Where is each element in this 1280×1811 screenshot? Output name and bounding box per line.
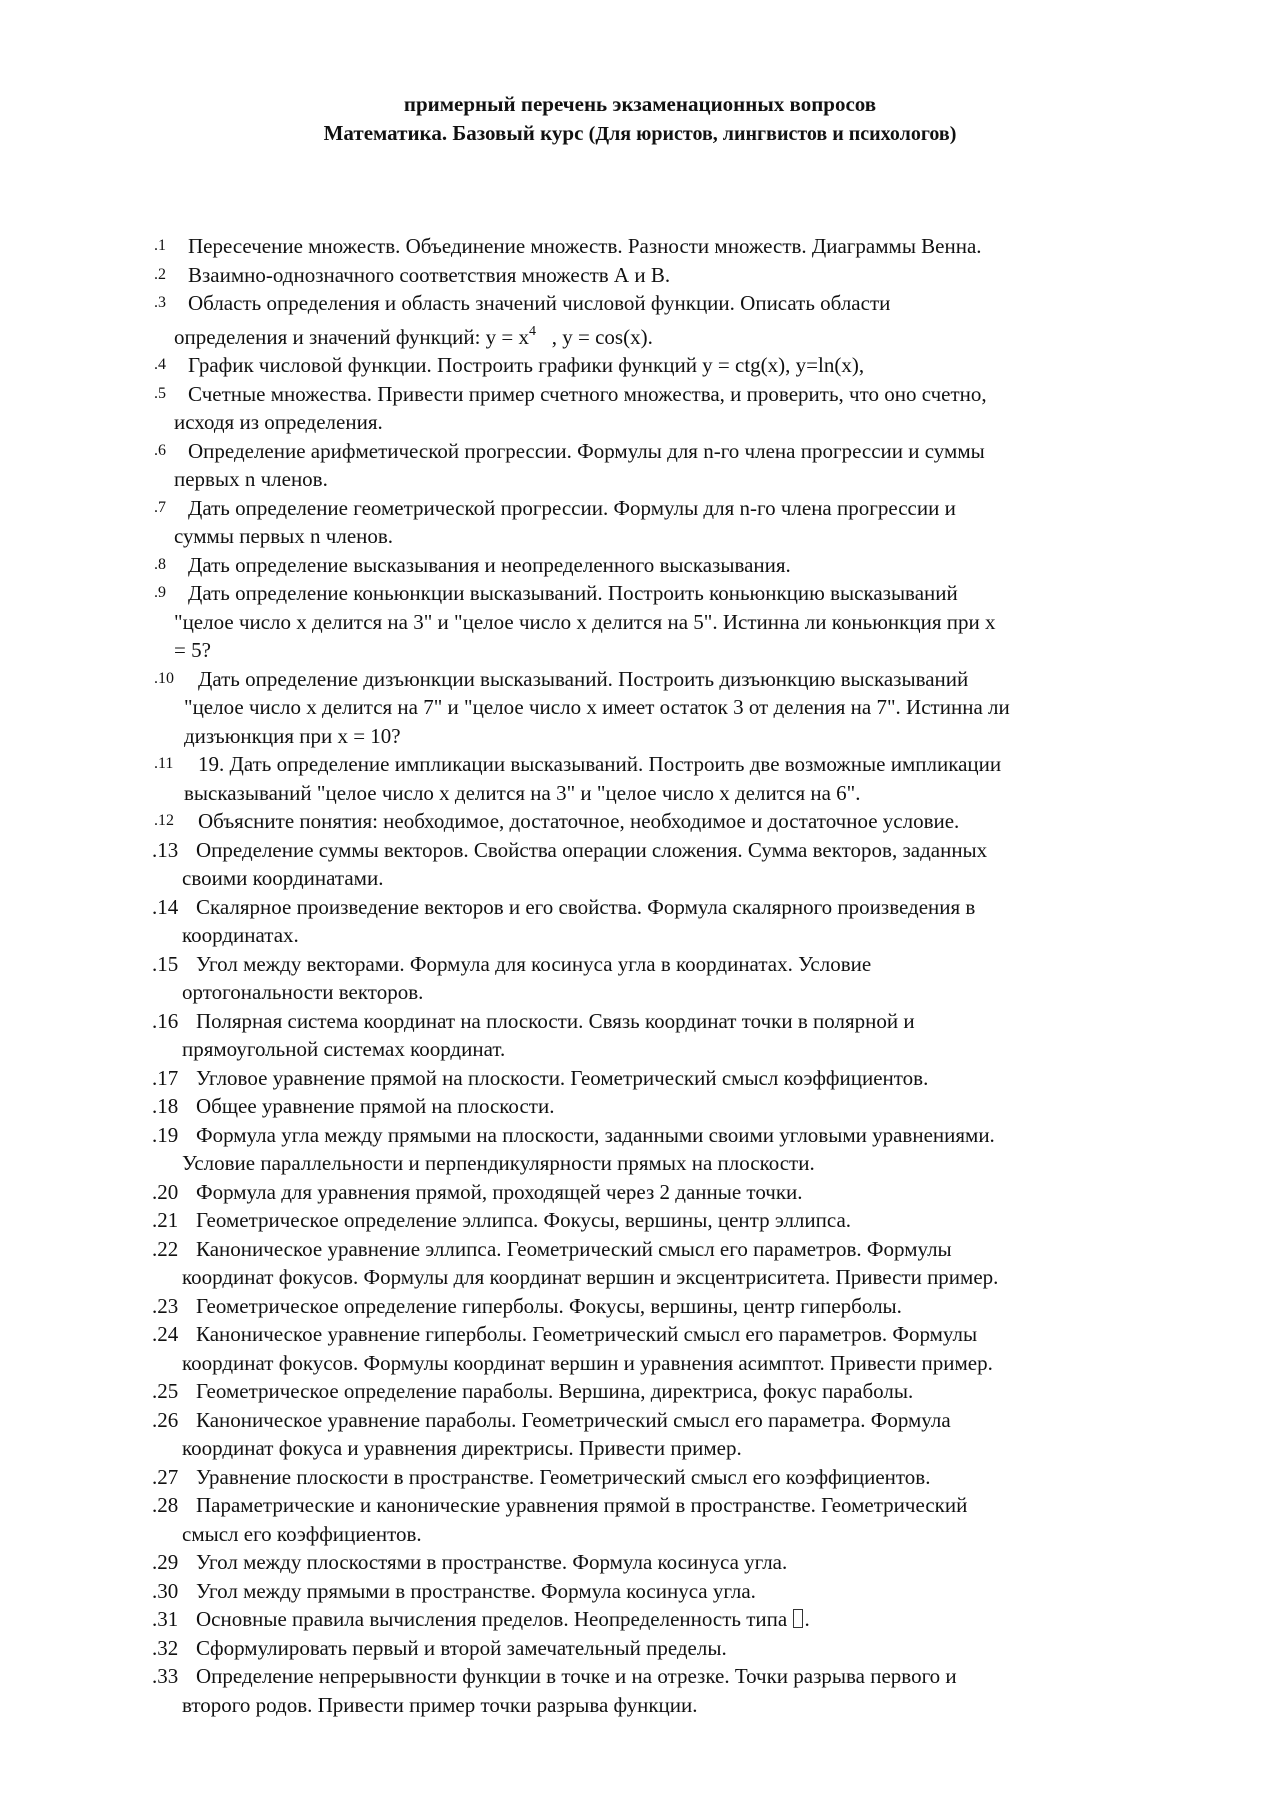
question-line: второго родов. Привести пример точки разрыва функции. <box>182 1692 698 1717</box>
question-text <box>170 1577 1196 1606</box>
question-item <box>156 579 1196 665</box>
question-number: .24 <box>152 1322 179 1346</box>
question-line: = 5? <box>174 638 211 662</box>
question-item <box>156 261 1196 290</box>
question-text <box>170 1206 1196 1235</box>
question-text <box>170 351 1196 380</box>
course-title <box>0 119 1280 149</box>
question-text <box>170 1662 1196 1719</box>
question-item <box>152 1491 1196 1548</box>
question-text <box>170 551 1196 580</box>
question-text <box>170 1064 1196 1093</box>
question-text <box>170 380 1196 437</box>
question-text <box>170 1406 1196 1463</box>
question-item <box>156 289 1196 351</box>
question-text <box>170 1377 1196 1406</box>
question-item <box>156 807 1196 836</box>
question-line: Дать определение геометрической прогрессии. Формулы для n-го члена прогрессии и <box>188 495 956 520</box>
question-line: смысл его коэффициентов. <box>182 1521 422 1546</box>
question-item <box>156 351 1196 380</box>
question-line: исходя из определения. <box>174 410 383 434</box>
question-line: координат фокуса и уравнения директрисы. Привести пример. <box>182 1436 742 1460</box>
question-item <box>156 665 1196 751</box>
question-number: .33 <box>152 1664 179 1688</box>
question-number: .4 <box>154 356 166 373</box>
question-number: .28 <box>152 1493 179 1517</box>
question-line: Геометрическое определение эллипса. Фокусы, вершины, центр эллипса. <box>196 1208 852 1232</box>
question-text <box>170 494 1196 551</box>
question-text <box>170 750 1196 807</box>
question-text <box>170 437 1196 494</box>
question-line: "целое число x делится на 3" и "целое число x делится на 5". Истинна ли коньюнкция при x <box>174 609 996 634</box>
question-number: .27 <box>152 1464 179 1489</box>
question-item <box>152 836 1196 893</box>
question-text <box>170 1178 1196 1207</box>
exponent: 4 <box>529 323 536 339</box>
question-text <box>170 1463 1196 1492</box>
question-line: Уравнение плоскости в пространстве. Геометрический смысл его коэффициентов. <box>196 1464 931 1489</box>
question-text <box>170 1007 1196 1064</box>
question-number: .32 <box>152 1635 179 1660</box>
question-number: .16 <box>152 1008 179 1033</box>
question-line: "целое число x делится на 7" и "целое число x имеет остаток 3 от деления на 7". Истинна ли <box>184 695 1010 719</box>
formula-text: определения и значений функций: y = x <box>174 324 529 349</box>
question-line: Параметрические и канонические уравнения прямой в пространстве. Геометрический <box>196 1493 968 1517</box>
question-line: Определение суммы векторов. Свойства операции сложения. Сумма векторов, заданных <box>196 837 988 862</box>
question-number: .8 <box>154 555 166 573</box>
question-number: .3 <box>154 294 166 311</box>
question-item <box>152 1007 1196 1064</box>
question-number: .12 <box>154 812 174 829</box>
question-line: Сформулировать первый и второй замечательный пределы. <box>196 1635 727 1660</box>
question-item <box>152 1064 1196 1093</box>
question-text <box>170 1092 1196 1121</box>
question-line: Дать определение высказывания и неопределенного высказывания. <box>188 552 791 577</box>
question-line: Каноническое уравнение эллипса. Геометрический смысл его параметров. Формулы <box>196 1236 952 1261</box>
question-line: Формула для уравнения прямой, проходящей через 2 данные точки. <box>196 1179 803 1204</box>
question-item <box>152 1121 1196 1178</box>
question-line: дизъюнкция при x = 10? <box>184 723 401 748</box>
question-line: координат фокусов. Формулы координат вершин и уравнения асимптот. Привести пример. <box>182 1350 993 1375</box>
question-item <box>156 750 1196 807</box>
question-text <box>170 836 1196 893</box>
question-item <box>156 380 1196 437</box>
question-line: Угол между прямыми в пространстве. Формула косинуса угла. <box>196 1578 756 1603</box>
question-line: Пересечение множеств. Объединение множеств. Разности множеств. Диаграммы Венна. <box>188 234 982 258</box>
question-item <box>152 1092 1196 1121</box>
question-line: Угол между векторами. Формула для косинуса угла в координатах. Условие <box>196 951 872 976</box>
question-item <box>152 1662 1196 1719</box>
question-item <box>152 1178 1196 1207</box>
question-line: первых n членов. <box>174 467 328 491</box>
question-text <box>170 1121 1196 1178</box>
question-line: своими координатами. <box>182 866 384 890</box>
question-line: 19. Дать определение импликации высказываний. Построить две возможные импликации <box>198 752 1002 776</box>
question-list <box>152 232 1196 1719</box>
question-number: .22 <box>152 1236 179 1261</box>
question-item <box>152 1206 1196 1235</box>
question-item <box>156 551 1196 580</box>
question-number: .5 <box>154 384 166 402</box>
missing-glyph-icon <box>793 1609 803 1628</box>
question-item <box>152 1406 1196 1463</box>
question-line: Каноническое уравнение параболы. Геометрический смысл его параметра. Формула <box>196 1407 951 1432</box>
question-item <box>152 1235 1196 1292</box>
question-line <box>174 318 1196 352</box>
question-line: Угол между плоскостями в пространстве. Формула косинуса угла. <box>196 1550 788 1574</box>
question-number: .6 <box>154 441 166 459</box>
question-number: .11 <box>154 755 174 772</box>
question-item <box>156 494 1196 551</box>
question-line: Геометрическое определение гиперболы. Фокусы, вершины, центр гиперболы. <box>196 1293 902 1318</box>
question-item <box>152 1292 1196 1321</box>
question-item <box>156 232 1196 261</box>
question-line: координатах. <box>182 923 299 947</box>
question-text <box>170 1292 1196 1321</box>
question-text <box>170 1235 1196 1292</box>
question-number: .10 <box>154 669 174 687</box>
question-item <box>152 1634 1196 1663</box>
question-line: График числовой функции. Построить графики функций y = ctg(x), y=ln(x), <box>188 353 865 377</box>
question-number: .19 <box>152 1122 179 1147</box>
question-line: Область определения и область значений числовой функции. Описать области <box>188 291 891 315</box>
question-number: .20 <box>152 1179 179 1204</box>
question-line: суммы первых n членов. <box>174 524 394 548</box>
question-text <box>170 289 1196 351</box>
question-number: .14 <box>152 894 179 919</box>
question-number: .23 <box>152 1293 179 1318</box>
document-header <box>0 90 1280 149</box>
question-line: Полярная система координат на плоскости. Связь координат точки в полярной и <box>196 1008 915 1033</box>
question-number: .13 <box>152 837 179 862</box>
question-line: Условие параллельности и перпендикулярности прямых на плоскости. <box>182 1151 815 1175</box>
question-item <box>152 1320 1196 1377</box>
question-number: .25 <box>152 1379 179 1403</box>
question-number: .21 <box>152 1208 179 1232</box>
question-number: .2 <box>154 265 166 283</box>
question-line: Дать определение дизъюнкции высказываний. Построить дизъюнкцию высказываний <box>198 666 969 691</box>
question-line: Общее уравнение прямой на плоскости. <box>196 1094 555 1118</box>
question-text <box>170 1634 1196 1663</box>
question-text <box>170 807 1196 836</box>
question-item <box>152 1377 1196 1406</box>
question-text <box>170 893 1196 950</box>
question-line: Определение непрерывности функции в точке и на отрезке. Точки разрыва первого и <box>196 1664 957 1688</box>
question-number: .29 <box>152 1550 179 1574</box>
question-text <box>170 1548 1196 1577</box>
question-line: Определение арифметической прогрессии. Формулы для n-го члена прогрессии и суммы <box>188 438 985 463</box>
document-title: примерный перечень экзаменационных вопросов <box>403 92 877 116</box>
question-line: Геометрическое определение параболы. Вершина, директриса, фокус параболы. <box>196 1379 914 1403</box>
question-item <box>152 1548 1196 1577</box>
question-line: координат фокусов. Формулы для координат вершин и эксцентриситета. Привести пример. <box>182 1265 999 1289</box>
question-line: прямоугольной системах координат. <box>182 1037 506 1061</box>
question-line-part: Основные правила вычисления пределов. Неопределенность типа <box>196 1607 793 1631</box>
question-line: Взаимно-однозначного соответствия множеств А и В. <box>188 262 671 287</box>
question-number: .7 <box>154 498 166 516</box>
question-text <box>170 1491 1196 1548</box>
question-line: ортогональности векторов. <box>182 980 424 1004</box>
question-line <box>196 1605 1196 1634</box>
question-number: .9 <box>154 584 166 601</box>
question-item <box>152 893 1196 950</box>
question-line: Угловое уравнение прямой на плоскости. Геометрический смысл коэффициентов. <box>196 1065 929 1090</box>
question-item <box>152 1605 1196 1634</box>
question-text <box>170 1320 1196 1377</box>
course-name: Математика. Базовый курс <box>323 121 584 145</box>
question-line: Формула угла между прямыми на плоскости, заданными своими угловыми уравнениями. <box>196 1122 995 1147</box>
question-number: .18 <box>152 1094 179 1118</box>
question-line: Объясните понятия: необходимое, достаточное, необходимое и достаточное условие. <box>198 809 960 833</box>
question-text <box>170 232 1196 261</box>
question-item <box>152 1463 1196 1492</box>
question-number: .17 <box>152 1065 179 1090</box>
question-line: Скалярное произведение векторов и его свойства. Формула скалярного произведения в <box>196 894 976 919</box>
question-text <box>170 261 1196 290</box>
question-item <box>156 437 1196 494</box>
question-line: Счетные множества. Привести пример счетного множества, и проверить, что оно счетно, <box>188 381 987 406</box>
question-number: .1 <box>154 237 166 254</box>
course-audience: (Для юристов, лингвистов и психологов) <box>588 123 957 145</box>
question-line: Дать определение коньюнкции высказываний. Построить коньюнкцию высказываний <box>188 581 958 605</box>
question-line: Каноническое уравнение гиперболы. Геометрический смысл его параметров. Формулы <box>196 1322 978 1346</box>
formula-text: , y = cos(x). <box>536 324 653 349</box>
question-line: высказываний "целое число x делится на 3" и "целое число x делится на 6". <box>184 780 861 805</box>
question-number: .26 <box>152 1407 179 1432</box>
question-text <box>170 950 1196 1007</box>
question-number: .15 <box>152 951 179 976</box>
question-line-part: . <box>804 1607 810 1631</box>
question-item <box>152 950 1196 1007</box>
question-item <box>152 1577 1196 1606</box>
question-text <box>170 1605 1196 1634</box>
question-number: .30 <box>152 1578 179 1603</box>
question-text <box>170 665 1196 751</box>
question-number: .31 <box>152 1607 179 1631</box>
question-text <box>170 579 1196 665</box>
